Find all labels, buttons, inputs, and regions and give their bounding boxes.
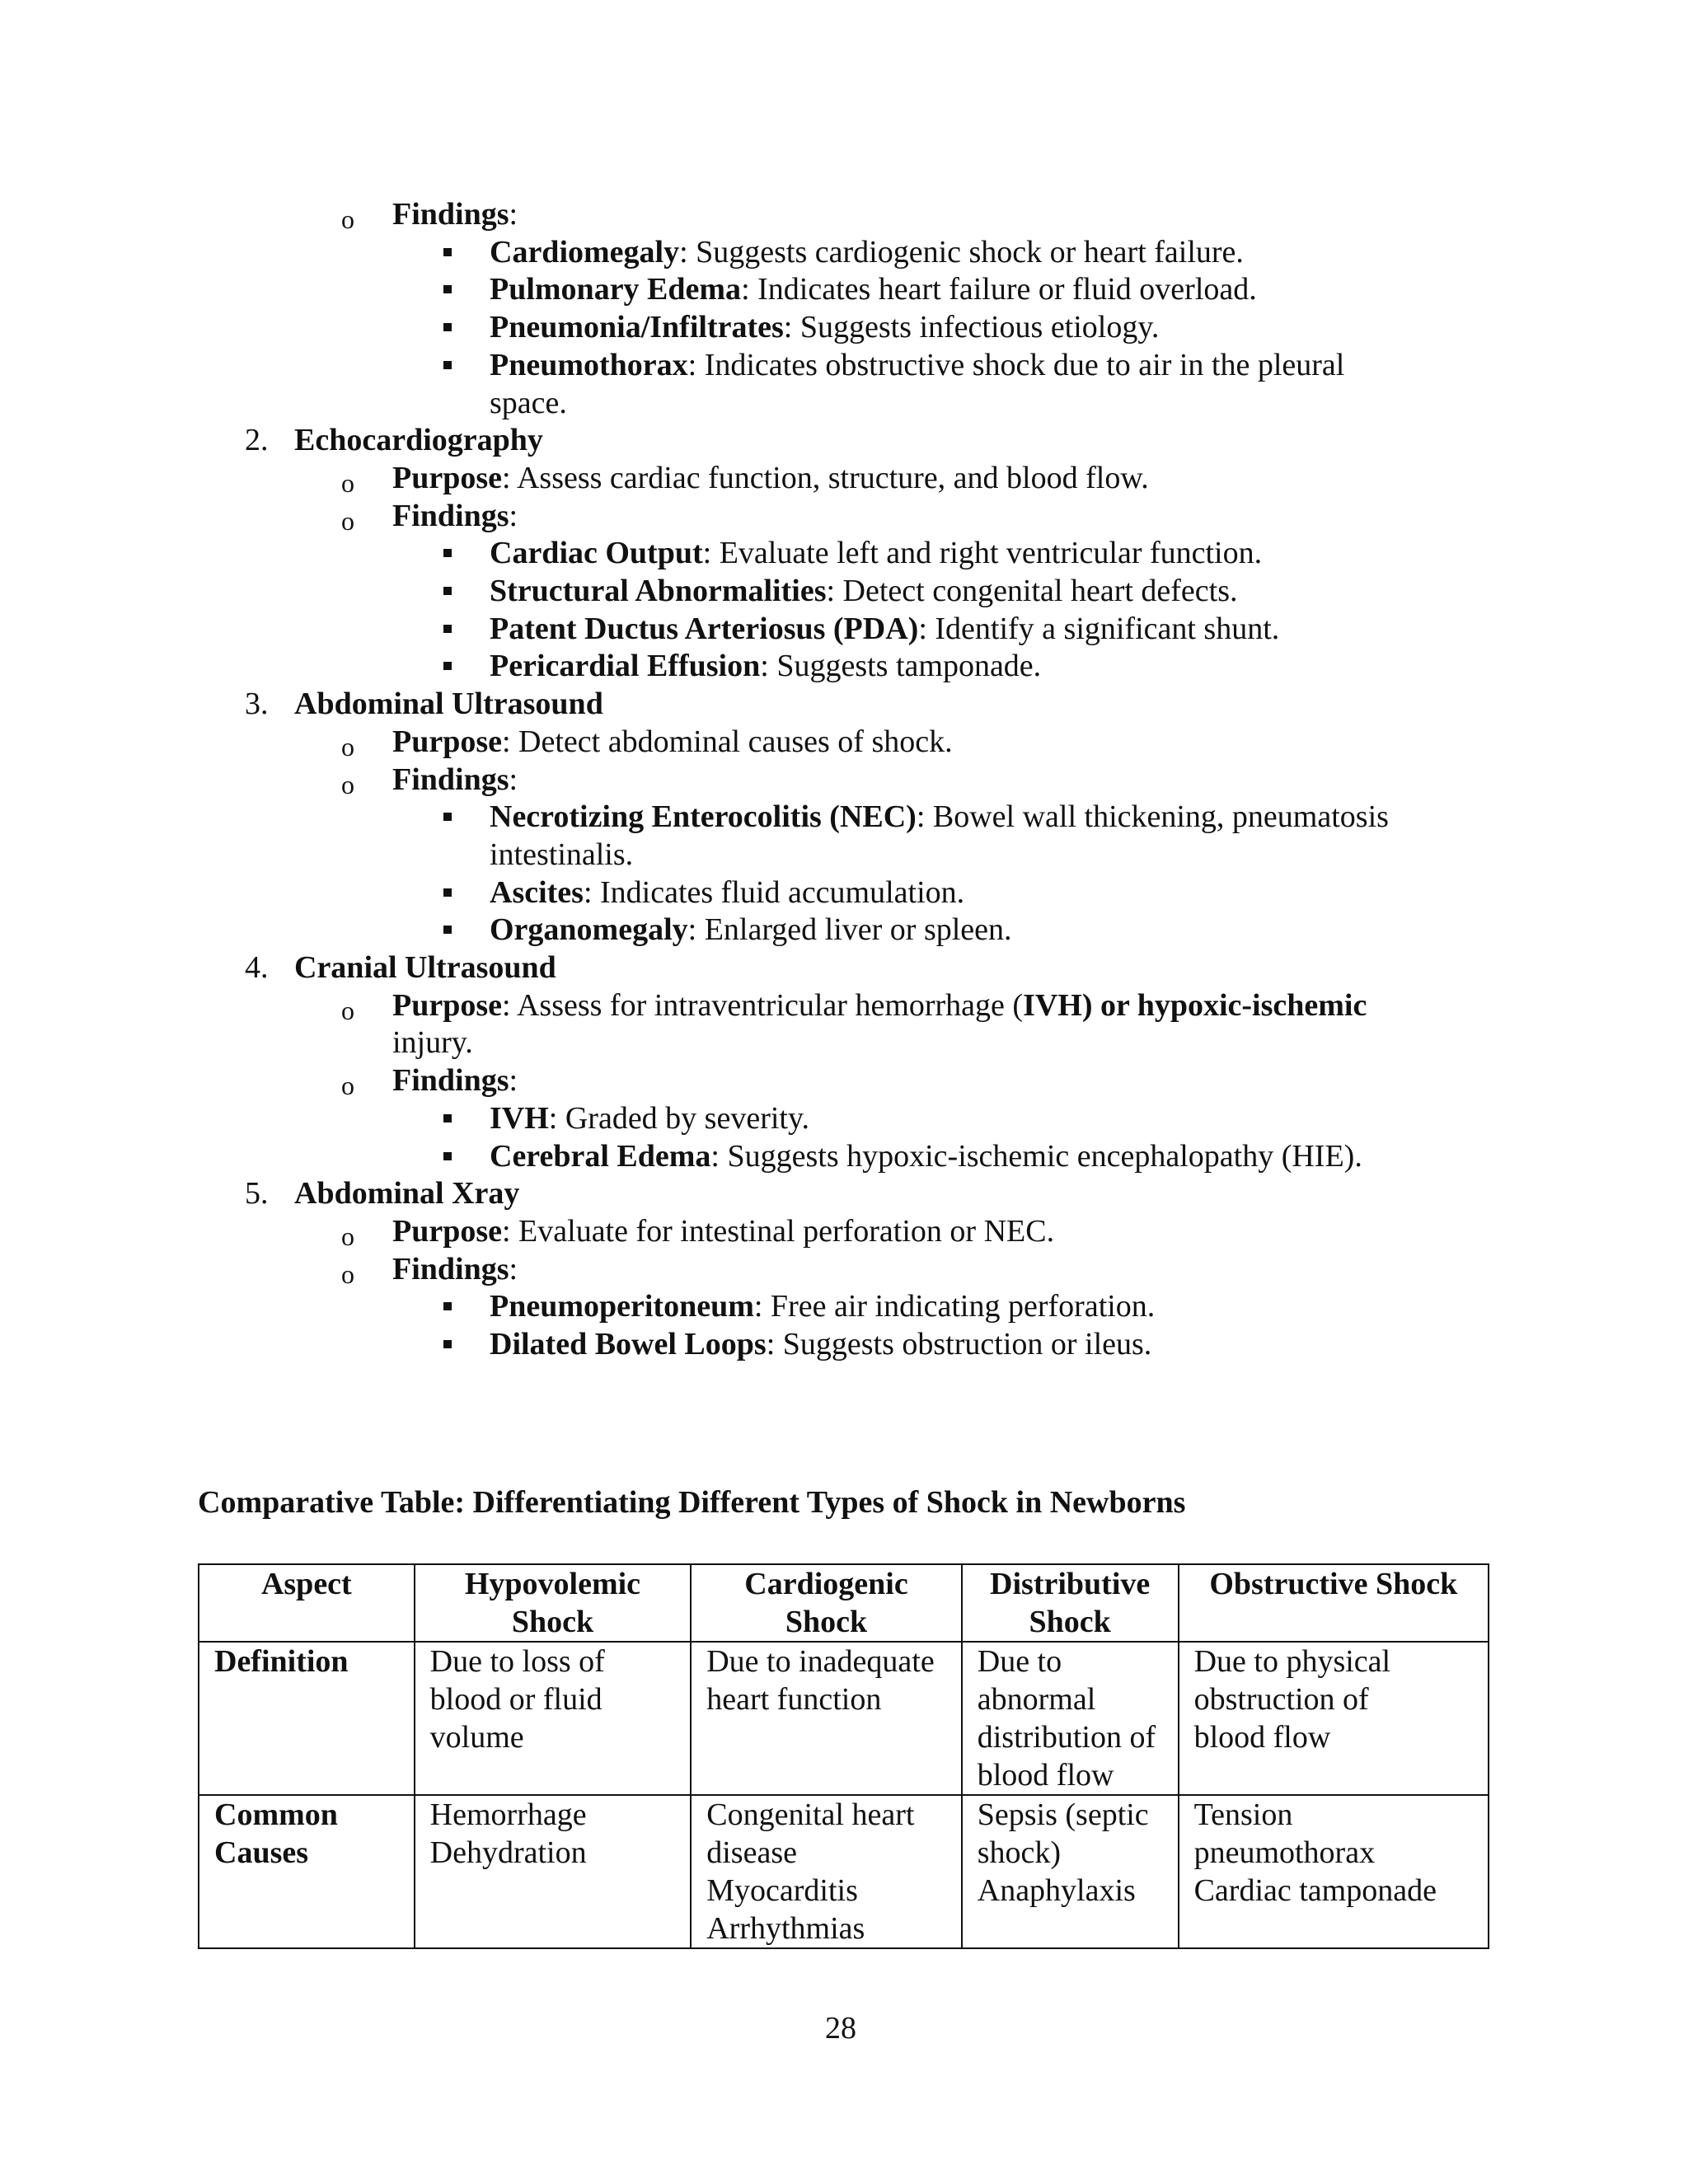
header-text: Distributive bbox=[990, 1567, 1151, 1601]
square-bullet-icon bbox=[443, 361, 452, 369]
table-cell bbox=[1179, 1795, 1489, 1948]
table-header-row bbox=[199, 1564, 1489, 1642]
table-cell bbox=[962, 1642, 1179, 1795]
finding-item bbox=[490, 233, 1244, 271]
column-header bbox=[962, 1564, 1179, 1642]
table-cell bbox=[691, 1795, 962, 1948]
row-header bbox=[199, 1642, 415, 1795]
cell-text: Anaphylaxis bbox=[977, 1873, 1136, 1908]
cell-text: distribution of bbox=[977, 1720, 1156, 1755]
cell-text: blood flow bbox=[1193, 1720, 1331, 1755]
cell-text: blood flow bbox=[977, 1758, 1114, 1793]
item-title-text: Abdominal Ultrasound bbox=[294, 687, 603, 722]
description: : Enlarged liver or spleen. bbox=[687, 912, 1012, 948]
cell-text: Due to bbox=[977, 1644, 1062, 1679]
description: : Indicates obstructive shock due to air in the pleural bbox=[687, 347, 1345, 382]
item-number: 2. bbox=[245, 423, 269, 458]
term: Structural Abnormalities bbox=[490, 574, 827, 608]
description: : Suggests hypoxic-ischemic encephalopathy (HIE). bbox=[710, 1138, 1362, 1174]
table-cell bbox=[962, 1795, 1179, 1948]
header-text: Obstructive Shock bbox=[1209, 1567, 1458, 1601]
circle-bullet-icon: o bbox=[341, 769, 354, 799]
cell-text: Due to inadequate bbox=[706, 1644, 935, 1679]
cell-text: Sepsis (septic bbox=[977, 1797, 1149, 1832]
header-text: Aspect bbox=[260, 1567, 352, 1601]
term: Pericardial Effusion bbox=[490, 649, 761, 684]
row-header-text: Causes bbox=[214, 1835, 309, 1870]
row-header bbox=[199, 1795, 415, 1948]
purpose-line bbox=[392, 1212, 1054, 1250]
cell-text: abnormal bbox=[977, 1682, 1096, 1717]
item-title bbox=[294, 1174, 519, 1212]
square-bullet-icon bbox=[443, 1152, 452, 1160]
table-cell bbox=[415, 1642, 692, 1795]
description: : Suggests tamponade. bbox=[760, 649, 1042, 684]
term: Necrotizing Enterocolitis (NEC) bbox=[490, 799, 917, 835]
purpose-emphasis: IVH) or hypoxic-ischemic bbox=[1023, 987, 1367, 1023]
description: : Indicates heart failure or fluid overload. bbox=[741, 272, 1257, 307]
description: : bbox=[509, 498, 518, 533]
item-number: 4. bbox=[245, 950, 269, 985]
finding-continuation: space. bbox=[490, 385, 567, 420]
row-header-text: Definition bbox=[214, 1644, 349, 1679]
purpose-line bbox=[392, 987, 1367, 1024]
circle-bullet-icon: o bbox=[341, 1071, 354, 1101]
header-text: Hypovolemic bbox=[464, 1567, 641, 1601]
finding-item bbox=[490, 534, 1262, 572]
circle-bullet-icon: o bbox=[341, 995, 354, 1025]
findings-label bbox=[392, 497, 518, 535]
table-row bbox=[199, 1795, 1489, 1948]
finding-item bbox=[490, 1325, 1151, 1363]
purpose-line bbox=[392, 723, 953, 761]
findings-label bbox=[392, 195, 518, 233]
square-bullet-icon bbox=[443, 662, 452, 670]
cell-text: obstruction of bbox=[1193, 1682, 1369, 1717]
term: Findings bbox=[392, 1251, 509, 1286]
description: : Suggests cardiogenic shock or heart failure. bbox=[679, 234, 1244, 269]
finding-item bbox=[490, 798, 1389, 836]
cell-text: Arrhythmias bbox=[706, 1911, 865, 1946]
header-text: Shock bbox=[785, 1605, 868, 1639]
square-bullet-icon bbox=[443, 248, 452, 256]
column-header bbox=[1179, 1564, 1489, 1642]
cell-text: Hemorrhage bbox=[429, 1797, 587, 1832]
table-cell bbox=[415, 1795, 692, 1948]
term: Purpose bbox=[392, 1213, 502, 1249]
page-number: 28 bbox=[825, 2011, 856, 2046]
description: : Assess cardiac function, structure, and blood flow. bbox=[502, 460, 1149, 495]
table-row bbox=[199, 1642, 1489, 1795]
description: : Detect congenital heart defects. bbox=[826, 574, 1238, 608]
finding-item bbox=[490, 1099, 809, 1137]
cell-text: Myocarditis bbox=[706, 1873, 858, 1908]
purpose-continuation: injury. bbox=[392, 1025, 473, 1061]
square-bullet-icon bbox=[443, 323, 452, 331]
item-title bbox=[294, 949, 556, 987]
column-header bbox=[415, 1564, 692, 1642]
cell-text: heart function bbox=[706, 1682, 882, 1717]
term: Pneumothorax bbox=[490, 347, 688, 382]
term: IVH bbox=[490, 1100, 549, 1136]
table-cell bbox=[1179, 1642, 1489, 1795]
term: Cerebral Edema bbox=[490, 1138, 711, 1174]
description: : Free air indicating perforation. bbox=[753, 1289, 1156, 1324]
column-header bbox=[199, 1564, 415, 1642]
term: Pulmonary Edema bbox=[490, 272, 742, 307]
cell-text: Congenital heart bbox=[706, 1797, 915, 1832]
finding-item bbox=[490, 308, 1159, 346]
header-text: Cardiogenic bbox=[744, 1567, 908, 1601]
square-bullet-icon bbox=[443, 587, 452, 595]
cell-text: Due to loss of bbox=[429, 1644, 605, 1679]
item-title-text: Echocardiography bbox=[294, 423, 543, 458]
circle-bullet-icon: o bbox=[341, 204, 354, 234]
row-header-text: Common bbox=[214, 1797, 338, 1832]
header-text: Shock bbox=[511, 1605, 594, 1639]
term: Pneumonia/Infiltrates bbox=[490, 310, 784, 345]
circle-bullet-icon: o bbox=[341, 505, 354, 536]
description: : bbox=[509, 762, 518, 797]
cell-text: Tension bbox=[1193, 1797, 1293, 1832]
term: Findings bbox=[392, 1063, 509, 1099]
square-bullet-icon bbox=[443, 813, 452, 821]
finding-item bbox=[490, 572, 1238, 610]
description: : Evaluate left and right ventricular function. bbox=[702, 536, 1263, 571]
term: Findings bbox=[392, 498, 509, 533]
description: : Bowel wall thickening, pneumatosis bbox=[916, 799, 1389, 835]
finding-item bbox=[490, 610, 1279, 648]
finding-item bbox=[490, 874, 964, 912]
term: Findings bbox=[392, 197, 509, 232]
term: Pneumoperitoneum bbox=[490, 1289, 754, 1324]
circle-bullet-icon: o bbox=[341, 467, 354, 498]
term: Cardiac Output bbox=[490, 536, 703, 571]
findings-label bbox=[392, 761, 518, 799]
circle-bullet-icon: o bbox=[341, 731, 354, 762]
finding-item bbox=[490, 911, 1012, 949]
square-bullet-icon bbox=[443, 926, 452, 934]
finding-continuation: intestinalis. bbox=[490, 837, 634, 872]
item-title bbox=[294, 421, 543, 459]
column-header bbox=[691, 1564, 962, 1642]
finding-item bbox=[490, 270, 1257, 308]
square-bullet-icon bbox=[443, 888, 452, 897]
square-bullet-icon bbox=[443, 625, 452, 633]
cell-text: blood or fluid bbox=[429, 1682, 603, 1717]
purpose-line bbox=[392, 459, 1149, 497]
findings-label bbox=[392, 1250, 518, 1288]
description: : bbox=[509, 197, 518, 232]
description: : Assess for intraventricular hemorrhage ( bbox=[502, 987, 1024, 1023]
table-title: Comparative Table: Differentiating Different Types of Shock in Newborns bbox=[198, 1485, 1186, 1520]
circle-bullet-icon: o bbox=[341, 1221, 354, 1251]
item-number: 3. bbox=[245, 687, 269, 722]
description: : Graded by severity. bbox=[548, 1100, 810, 1136]
description: : Evaluate for intestinal perforation or NEC. bbox=[502, 1213, 1055, 1249]
term: Findings bbox=[392, 762, 509, 797]
findings-label bbox=[392, 1062, 518, 1099]
term: Organomegaly bbox=[490, 912, 688, 948]
cell-text: volume bbox=[429, 1720, 524, 1755]
cell-text: disease bbox=[706, 1835, 797, 1870]
finding-item bbox=[490, 647, 1041, 685]
description: : Suggests obstruction or ileus. bbox=[766, 1327, 1152, 1361]
description: : Indicates fluid accumulation. bbox=[583, 874, 965, 910]
term: Cardiomegaly bbox=[490, 234, 680, 269]
square-bullet-icon bbox=[443, 1302, 452, 1310]
description: : Identify a significant shunt. bbox=[918, 611, 1280, 646]
table-cell bbox=[691, 1642, 962, 1795]
description: : bbox=[509, 1063, 518, 1099]
term: Ascites bbox=[490, 874, 584, 910]
square-bullet-icon bbox=[443, 1340, 452, 1348]
finding-item bbox=[490, 1287, 1155, 1325]
shock-comparison-table bbox=[198, 1563, 1489, 1949]
item-number: 5. bbox=[245, 1176, 269, 1212]
description: : Suggests infectious etiology. bbox=[783, 310, 1160, 345]
header-text: Shock bbox=[1029, 1605, 1111, 1639]
term: Purpose bbox=[392, 460, 502, 495]
cell-text: Due to physical bbox=[1193, 1644, 1391, 1679]
item-title bbox=[294, 685, 603, 723]
term: Dilated Bowel Loops bbox=[490, 1327, 767, 1361]
cell-text: shock) bbox=[977, 1835, 1062, 1870]
circle-bullet-icon: o bbox=[341, 1258, 354, 1289]
description: : Detect abdominal causes of shock. bbox=[502, 724, 953, 759]
square-bullet-icon bbox=[443, 549, 452, 557]
item-title-text: Cranial Ultrasound bbox=[294, 950, 556, 985]
item-title-text: Abdominal Xray bbox=[294, 1176, 520, 1212]
description: : bbox=[509, 1251, 518, 1286]
square-bullet-icon bbox=[443, 285, 452, 293]
cell-text: Dehydration bbox=[429, 1835, 587, 1870]
finding-item bbox=[490, 1137, 1362, 1175]
finding-item bbox=[490, 346, 1344, 384]
cell-text: Cardiac tamponade bbox=[1193, 1873, 1437, 1908]
term: Patent Ductus Arteriosus (PDA) bbox=[490, 611, 919, 646]
term: Purpose bbox=[392, 724, 502, 759]
cell-text: pneumothorax bbox=[1193, 1835, 1376, 1870]
square-bullet-icon bbox=[443, 1114, 452, 1122]
term: Purpose bbox=[392, 987, 502, 1023]
